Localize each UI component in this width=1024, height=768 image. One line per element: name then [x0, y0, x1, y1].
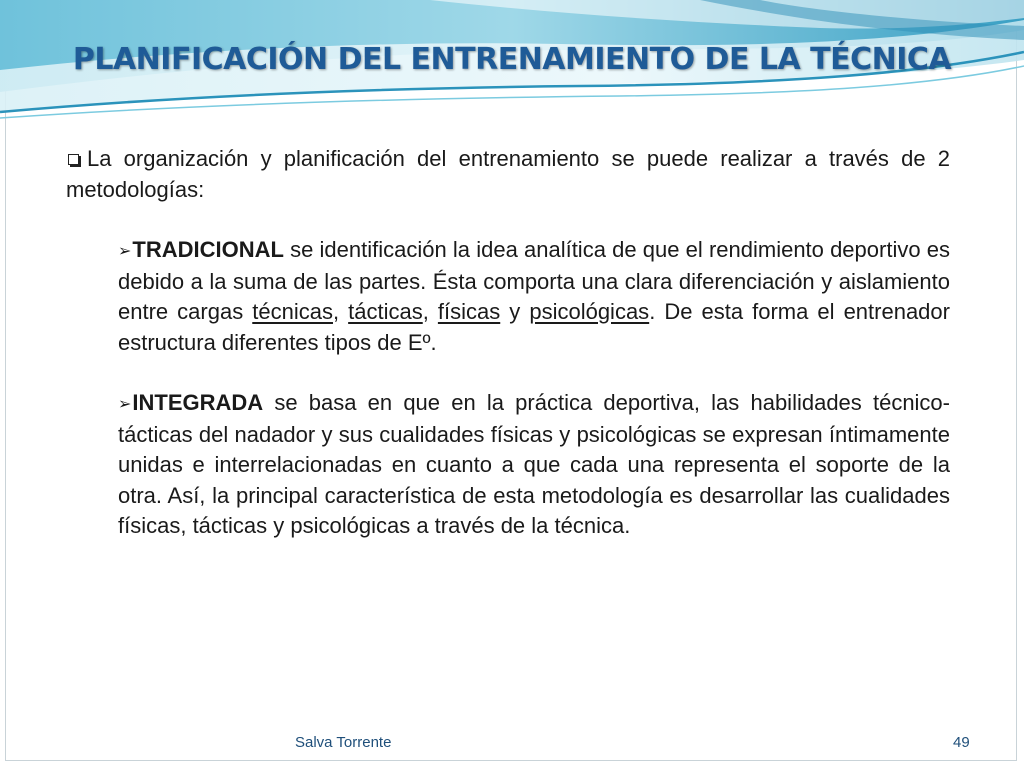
- underlined-psicologicas: psicológicas: [529, 299, 650, 324]
- underlined-tecnicas: técnicas: [252, 299, 333, 324]
- arrow-bullet-icon: ➢: [118, 241, 132, 260]
- tradicional-item: [118, 235, 950, 358]
- tradicional-term: TRADICIONAL: [132, 237, 284, 262]
- slide-body: [66, 144, 950, 542]
- integrada-term: INTEGRADA: [132, 390, 264, 415]
- arrow-bullet-icon: ➢: [118, 394, 132, 413]
- underlined-tacticas: tácticas: [348, 299, 423, 324]
- tradicional-text-a: se identificación la idea analítica de que el rendimiento deportivo es debido a la suma de las partes. Ésta comporta una clara diferenciación y aislamiento entre cargas: [118, 237, 950, 324]
- tradicional-text-b: . De esta forma el entrenador estructura diferentes tipos de Eº.: [118, 299, 950, 355]
- intro-paragraph: [66, 144, 950, 205]
- underlined-fisicas: físicas: [437, 299, 501, 324]
- separator: ,: [332, 299, 349, 324]
- intro-text: La organización y planificación del entrenamiento se puede realizar a través de 2 metodologías:: [66, 146, 950, 202]
- footer-page-number: 49: [953, 734, 970, 751]
- slide-title: PLANIFICACIÓN DEL ENTRENAMIENTO DE LA TÉCNICA: [72, 42, 952, 77]
- separator: ,: [422, 299, 438, 324]
- integrada-text: se basa en que en la práctica deportiva, las habilidades técnico-tácticas del nadador y sus cualidades físicas y psicológicas se expresan íntimamente unidas e interrelacionadas en cuanto a que cada una representa el soporte de la otra. Así, la principal característica de esta metodología es desarrollar las cualidades físicas, tácticas y psicológicas a través de la técnica.: [118, 390, 950, 538]
- footer-author: Salva Torrente: [295, 734, 392, 751]
- integrada-item: [118, 388, 950, 542]
- square-bullet-icon: [68, 154, 79, 165]
- separator: y: [500, 299, 530, 324]
